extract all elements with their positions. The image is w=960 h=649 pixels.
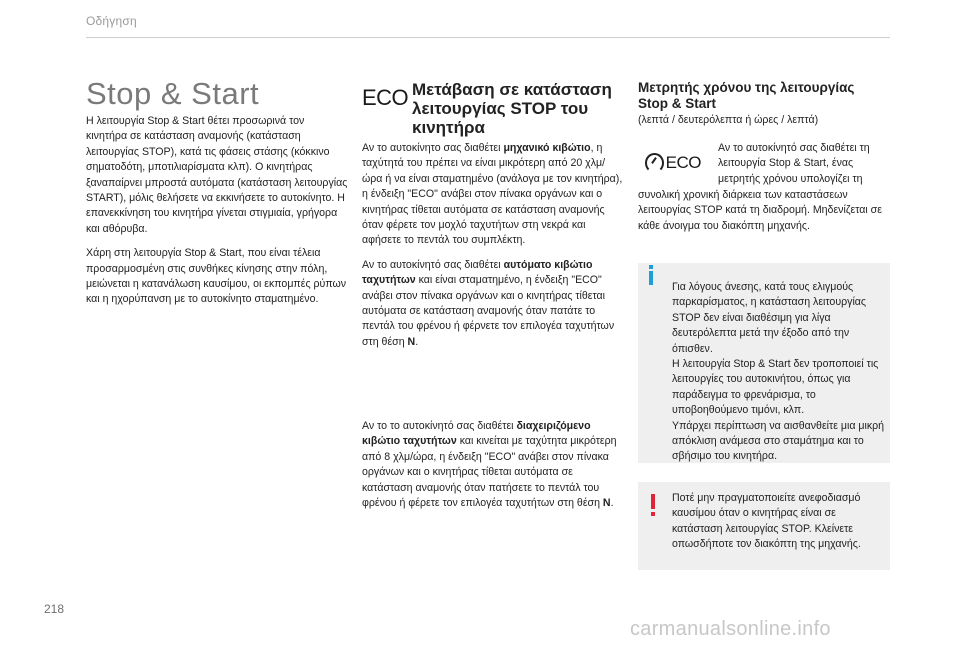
stop-mode-text [362,141,624,359]
page-number: 218 [44,602,65,616]
timer-units: (λεπτά / δευτερόλεπτα ή ώρες / λεπτά) [638,114,819,126]
eco-indicator-icon: ECO [362,85,409,110]
eco-timer-icon [645,150,701,176]
info-text [672,280,886,465]
intro-paragraph: Η λειτουργία Stop & Start θέτει προσωρινά τον κινητήρα σε κατάσταση αναμονής (κατάσταση λειτουργίας STOP), κατά τις φάσεις στάσης (κόκκινο σηματοδότη, μποτιλιαρίσματα κλπ). Ο κινητήρας ξαναπαίρνει μπροστά αυτόματα (κατάσταση λειτουργίας START), μόλις θελήσετε να εκκινήσετε το αυτοκίνητο. Η επανεκκίνηση του κινητήρα γίνεται στιγμιαία, γρήγορα και αθόρυβα. [86,115,348,235]
warning-text: Ποτέ μην πραγματοποιείτε ανεφοδιασμό καυσίμου όταν ο κινητήρας είναι σε κατάσταση λειτουργίας STOP. Κλείνετε οπωσδήποτε τον διακόπτη της μηχανής. [672,492,861,551]
manual-gearbox-paragraph: Αν το αυτοκίνητο σας διαθέτει μηχανικό κιβώτιο, η ταχύτητά του πρέπει να είναι μικρότερη από 20 χλμ/ώρα ή να είναι σταματημένο (ανάλογα με τον κινητήρα), η ένδειξη "ECO" ανάβει στον πίνακα οργάνων και ο κινητήρας τίθεται αυτόματα σε κατάσταση αναμονής όταν φέρετε τον μοχλό ταχυτήτων στη νεκρά και αφήσετε το πεντάλ του συμπλέκτη. [362,142,623,247]
section-title-timer: Μετρητής χρόνου της λειτουργίας Stop & Start [638,80,855,111]
section-title-stop-mode: Μετάβαση σε κατάσταση λειτουργίας STOP του κινητήρα [412,80,612,137]
timer-text-continued: συνολική χρονική διάρκεια των καταστάσεων λειτουργίας STOP κατά τη διαδρομή. Μηδενίζεται σε κάθε άνοιγμα του διακόπτη μηχανής. [638,189,882,232]
automatic-gearbox-paragraph: Αν το αυτοκίνητό σας διαθέτει αυτόματο κιβώτιο ταχυτήτων και είναι σταματημένο, η ένδειξη "ECO" ανάβει στον πίνακα οργάνων και ο κινητήρας τίθεται αυτόματα σε κατάσταση αναμονής όταν πατάτε το πεντάλ του φρένου ή φέρνετε τον επιλογέα ταχυτήτων στη θέση N. [362,258,615,348]
watermark: carmanualsonline.info [630,618,831,640]
page-title: Stop & Start [86,76,260,111]
header-divider [86,37,890,38]
info-paragraph: Η λειτουργία Stop & Start δεν τροποποιεί τις λειτουργίες του αυτοκινήτου, όπως για παράδειγμα το φρενάρισμα, το υποβοηθούμενο τιμόνι, κλπ. [672,358,879,417]
timer-text-start: Αν το αυτοκίνητό σας διαθέτει τη λειτουργία Stop & Start, ένας μετρητής χρόνου υπολογίζει τη [718,142,870,185]
section-label: Οδήγηση [86,14,137,28]
warning-icon [649,494,659,518]
intro-column [86,114,348,317]
managed-gearbox-paragraph: Αν το το αυτοκίνητό σας διαθέτει διαχειριζόμενο κιβώτιο ταχυτήτων και κινείται με ταχύτητα μικρότερη από 8 χλμ/ώρα, η ένδειξη "ECO" ανάβει στον πίνακα οργάνων και ο κινητήρας τίθεται αυτόματα σε κατάσταση αναμονής όταν πατήσετε το πεντάλ του φρένου ή φέρετε τον επιλογέα ταχυτήτων στη θέση N. [362,420,617,510]
gauge-icon [645,153,664,173]
intro-paragraph: Χάρη στη λειτουργία Stop & Start, που είναι τέλεια προσαρμοσμένη στις συνθήκες κίνησης στην πόλη, μειώνεται η κατανάλωση καυσίμου, οι εκπομπές ρύπων και η ηχορύπανση με το αυτοκίνητο σταματημένο. [86,247,347,306]
managed-gearbox-text [362,419,624,520]
info-icon [646,265,656,285]
info-paragraph: Για λόγους άνεσης, κατά τους ελιγμούς παρκαρίσματος, η κατάσταση λειτουργίας STOP δεν είναι διαθέσιμη για λίγα δευτερόλεπτα μετά την έξοδο από την όπισθεν. [672,281,867,355]
info-paragraph: Υπάρχει περίπτωση να αισθανθείτε μια μικρή απόκλιση ανάμεσα στο σταμάτημα και το σβήσιμο του κινητήρα. [672,419,885,463]
eco-label: ECO [665,153,701,172]
